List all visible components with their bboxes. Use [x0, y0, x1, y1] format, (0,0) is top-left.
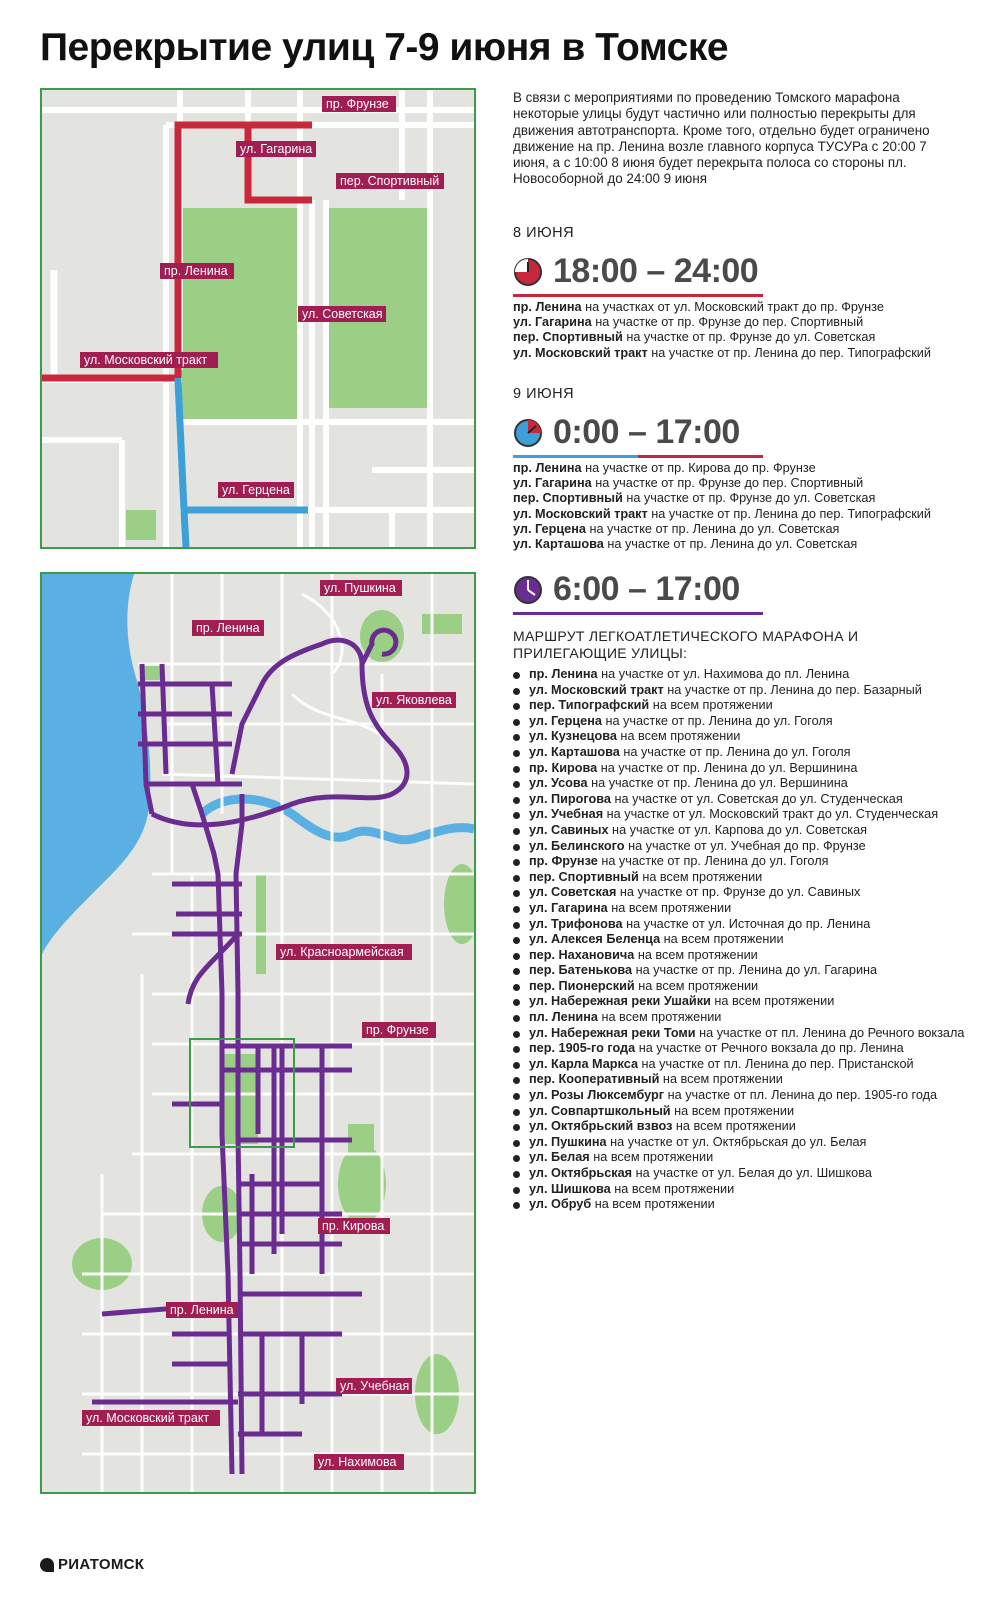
list-item: ул. Герцена на участке от пр. Ленина до ул. Гоголя: [513, 714, 973, 730]
route-heading: МАРШРУТ ЛЕГКОАТЛЕТИЧЕСКОГО МАРАФОНА И ПРИЛЕГАЮЩИЕ УЛИЦЫ:: [513, 628, 859, 661]
list-item: пер. 1905-го года на участке от Речного вокзала до пр. Ленина: [513, 1041, 973, 1057]
list-item: пр. Ленина на участке от ул. Нахимова до пл. Ленина: [513, 667, 973, 683]
bullet-icon: [513, 890, 520, 897]
bullet-icon: [513, 672, 520, 679]
logo-icon: [40, 1558, 54, 1572]
bullet-icon: [513, 1015, 520, 1022]
list-item: ул. Московский тракт на участке от пр. Ленина до пер. Базарный: [513, 683, 973, 699]
bullet-icon: [513, 984, 520, 991]
list-item: пр. Фрунзе на участке от пр. Ленина до ул. Гоголя: [513, 854, 973, 870]
route-map[interactable]: [40, 572, 476, 1494]
bullet-icon: [513, 797, 520, 804]
time-underline: [638, 455, 763, 458]
map-label: ул. Пушкина: [324, 581, 396, 595]
bullet-icon: [513, 906, 520, 913]
detail-map-svg: [42, 90, 474, 547]
list-item: ул. Карташова на участке от пр. Ленина до ул. Советская: [513, 537, 858, 552]
closure-list-9: [513, 461, 963, 552]
bullet-icon: [513, 734, 520, 741]
map-label: ул. Московский тракт: [86, 1411, 210, 1425]
bullet-icon: [513, 1124, 520, 1131]
list-item: ул. Советская на участке от пр. Фрунзе до ул. Савиных: [513, 885, 973, 901]
list-item: ул. Розы Люксембург на участке от пл. Ленина до пер. 1905-го года: [513, 1088, 973, 1104]
list-item: ул. Московский тракт на участке от пр. Ленина до пер. Типографский: [513, 345, 931, 360]
time-range: 18:00 – 24:00: [553, 252, 759, 290]
bullet-icon: [513, 1046, 520, 1053]
bullet-icon: [513, 719, 520, 726]
time-block-1: [513, 252, 763, 298]
list-item: пер. Батенькова на участке от пр. Ленина до ул. Гагарина: [513, 963, 973, 979]
list-item: ул. Карташова на участке от пр. Ленина до ул. Гоголя: [513, 745, 973, 761]
time-underline: [513, 612, 763, 615]
closure-list-8: [513, 300, 963, 361]
bullet-icon: [513, 688, 520, 695]
route-list: [513, 667, 973, 1213]
list-item: ул. Октябрьская на участке от ул. Белая до ул. Шишкова: [513, 1166, 973, 1182]
list-item: ул. Кузнецова на всем протяжении: [513, 729, 973, 745]
list-item: пр. Ленина на участке от пр. Кирова до пр. Фрунзе: [513, 461, 816, 475]
list-item: ул. Учебная на участке от ул. Московский тракт до ул. Студенческая: [513, 807, 973, 823]
bullet-icon: [513, 1171, 520, 1178]
list-item: ул. Герцена на участке от пр. Ленина до ул. Советская: [513, 521, 840, 536]
list-item: пр. Кирова на участке от пр. Ленина до ул. Вершинина: [513, 761, 973, 777]
list-item: ул. Октябрьский взвоз на всем протяжении: [513, 1119, 973, 1135]
map-label: пр. Ленина: [170, 1303, 234, 1317]
list-item: пер. Спортивный на участке от пр. Фрунзе до ул. Советская: [513, 330, 876, 345]
map-label: ул. Учебная: [340, 1379, 410, 1393]
clock-icon: [513, 575, 543, 605]
map-label: пр. Ленина: [164, 264, 228, 278]
list-item: ул. Совпартшкольный на всем протяжении: [513, 1104, 973, 1120]
list-item: пер. Пионерский на всем протяжении: [513, 979, 973, 995]
list-item: пер. Нахановича на всем протяжении: [513, 948, 973, 964]
list-item: пер. Типографский на всем протяжении: [513, 698, 973, 714]
bullet-icon: [513, 1155, 520, 1162]
map-label: ул. Гагарина: [240, 142, 313, 156]
list-item: ул. Московский тракт на участке от пр. Ленина до пер. Типографский: [513, 506, 931, 521]
list-item: ул. Набережная реки Ушайки на всем протяжении: [513, 994, 973, 1010]
bullet-icon: [513, 750, 520, 757]
clock-icon: [513, 257, 543, 287]
map-label: пр. Ленина: [196, 621, 260, 635]
list-item: ул. Алексея Беленца на всем протяжении: [513, 932, 973, 948]
map-label: ул. Советская: [302, 307, 383, 321]
map-label: ул. Яковлева: [376, 693, 452, 707]
bullet-icon: [513, 968, 520, 975]
map-label: пер. Спортивный: [340, 174, 440, 188]
bullet-icon: [513, 812, 520, 819]
list-item: ул. Карла Маркса на участке от пл. Ленина до пер. Пристанской: [513, 1057, 973, 1073]
map-label: пр. Фрунзе: [366, 1023, 429, 1037]
bullet-icon: [513, 1077, 520, 1084]
bullet-icon: [513, 1031, 520, 1038]
route-map-svg: [42, 574, 474, 1492]
list-item: ул. Пушкина на участке от ул. Октябрьская до ул. Белая: [513, 1135, 973, 1151]
list-item: пл. Ленина на всем протяжении: [513, 1010, 973, 1026]
map-label: ул. Московский тракт: [84, 353, 208, 367]
bullet-icon: [513, 999, 520, 1006]
bullet-icon: [513, 828, 520, 835]
list-item: ул. Шишкова на всем протяжении: [513, 1182, 973, 1198]
bullet-icon: [513, 1202, 520, 1209]
list-item: ул. Усова на участке от пр. Ленина до ул. Вершинина: [513, 776, 973, 792]
map-label: ул. Герцена: [222, 483, 290, 497]
bullet-icon: [513, 1093, 520, 1100]
list-item: ул. Набережная реки Томи на участке от пл. Ленина до Речного вокзала: [513, 1026, 973, 1042]
time-range: 6:00 – 17:00: [553, 570, 740, 608]
list-item: ул. Гагарина на участке от пр. Фрунзе до пер. Спортивный: [513, 315, 864, 330]
list-item: ул. Белая на всем протяжении: [513, 1150, 973, 1166]
map-label: пр. Фрунзе: [326, 97, 389, 111]
list-item: пер. Спортивный на всем протяжении: [513, 870, 973, 886]
page-title: Перекрытие улиц 7-9 июня в Томске: [40, 26, 729, 69]
time-underline: [513, 294, 763, 297]
list-item: ул. Трифонова на участке от ул. Источная до пр. Ленина: [513, 917, 973, 933]
map-label: ул. Красноармейская: [280, 945, 404, 959]
bullet-icon: [513, 937, 520, 944]
bullet-icon: [513, 766, 520, 773]
list-item: пер. Спортивный на участке от пр. Фрунзе до ул. Советская: [513, 491, 876, 506]
list-item: ул. Савиных на участке от ул. Карпова до ул. Советская: [513, 823, 973, 839]
bullet-icon: [513, 1187, 520, 1194]
brand-logo[interactable]: РИАТОМСК: [40, 1556, 144, 1573]
list-item: ул. Белинского на участке от ул. Учебная до пр. Фрунзе: [513, 839, 973, 855]
list-item: пер. Кооперативный на всем протяжении: [513, 1072, 973, 1088]
list-item: ул. Обруб на всем протяжении: [513, 1197, 973, 1213]
park: [180, 208, 300, 420]
intro-text: В связи с мероприятиями по проведению Томского марафона некоторые улицы будут частично или полностью перекрыты для движения автотранспорта. Кроме того, отдельно будет ограничено движение на пр. Ленина возле главного корпуса ТУСУРа с 20:00 7 июня, а с 10:00 8 июня будет перекрыта полоса со стороны пл. Новособорной до 24:00 9 июня: [513, 90, 930, 187]
bullet-icon: [513, 1062, 520, 1069]
list-item: ул. Пирогова на участке от ул. Советская до ул. Студенческая: [513, 792, 973, 808]
time-block-3: [513, 570, 763, 616]
date-label: 9 ИЮНЯ: [513, 386, 575, 402]
map-label: пр. Кирова: [322, 1219, 385, 1233]
bullet-icon: [513, 844, 520, 851]
time-underline: [513, 455, 638, 458]
list-item: ул. Гагарина на участке от пр. Фрунзе до пер. Спортивный: [513, 476, 864, 491]
time-range: 0:00 – 17:00: [553, 413, 740, 451]
bullet-icon: [513, 953, 520, 960]
clock-icon: [513, 418, 543, 448]
list-item: пр. Ленина на участках от ул. Московский тракт до пр. Фрунзе: [513, 300, 884, 314]
bullet-icon: [513, 922, 520, 929]
park: [126, 510, 156, 540]
time-block-2: [513, 413, 763, 459]
bullet-icon: [513, 703, 520, 710]
list-item: ул. Гагарина на всем протяжении: [513, 901, 973, 917]
bullet-icon: [513, 1140, 520, 1147]
bullet-icon: [513, 875, 520, 882]
bullet-icon: [513, 1109, 520, 1116]
bullet-icon: [513, 859, 520, 866]
bullet-icon: [513, 781, 520, 788]
date-label: 8 ИЮНЯ: [513, 225, 575, 241]
detail-map[interactable]: [40, 88, 476, 549]
map-label: ул. Нахимова: [318, 1455, 397, 1469]
